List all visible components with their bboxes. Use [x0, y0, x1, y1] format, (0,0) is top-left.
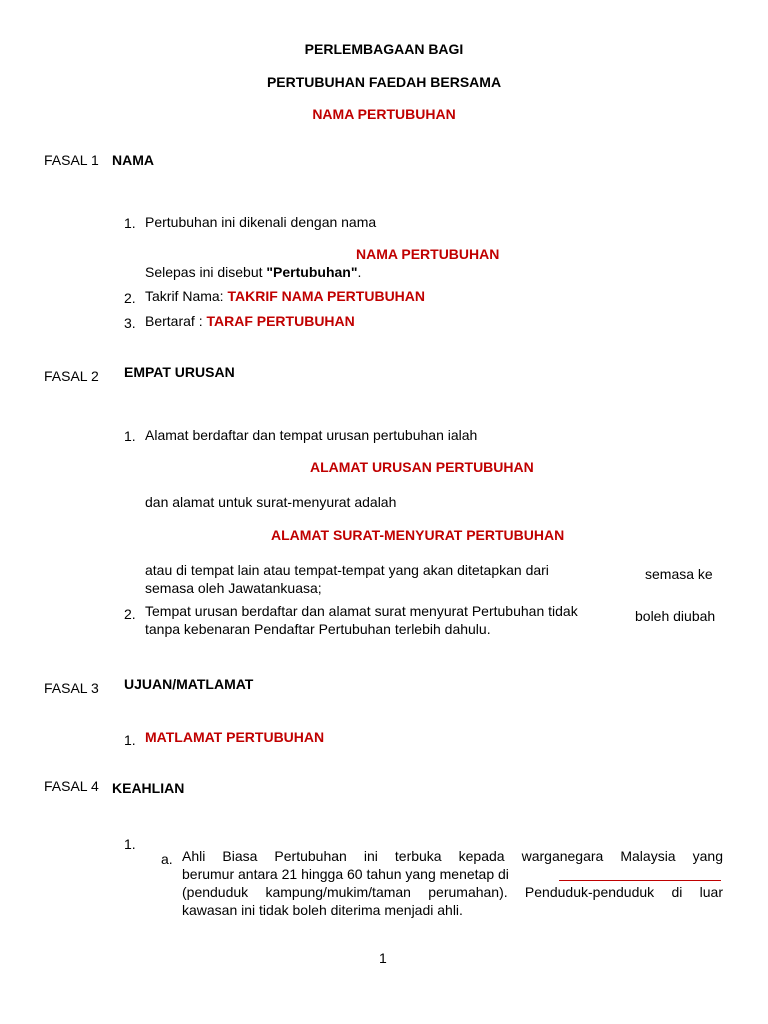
taraf-value: TARAF PERTUBUHAN [206, 313, 355, 329]
fasal-2-para-line-1-end: semasa ke [645, 566, 713, 582]
fasal-2-item-1-number: 1. [124, 428, 136, 444]
fasal-2-item-2-number: 2. [124, 606, 136, 622]
fasal-2-item-1-text: Alamat berdaftar dan tempat urusan pertubuhan ialah [145, 427, 478, 443]
fasal-2-address-2: ALAMAT SURAT-MENYURAT PERTUBUHAN [271, 527, 565, 543]
taraf-label: Bertaraf : [145, 313, 207, 329]
fasal-4-heading: KEAHLIAN [112, 780, 185, 796]
fasal-4-line-1: Ahli Biasa Pertubuhan ini terbuka kepada warganegara Malaysia yang [182, 848, 723, 864]
fasal-1-item-3-number: 3. [124, 315, 136, 331]
fasal-1-label: FASAL 1 [44, 152, 99, 168]
fasal-2-mail-text: dan alamat untuk surat-menyurat adalah [145, 494, 397, 510]
fasal-3-heading: UJUAN/MATLAMAT [124, 676, 254, 692]
fasal-2-para-line-1: atau di tempat lain atau tempat-tempat yang akan ditetapkan dari [145, 562, 549, 578]
title-line-2: PERTUBUHAN FAEDAH BERSAMA [266, 74, 502, 90]
fasal-2-para-line-2: semasa oleh Jawatankuasa; [145, 580, 322, 596]
fasal-4-item-1-number: 1. [124, 836, 136, 852]
fasal-1-item-2-number: 2. [124, 290, 136, 306]
alias-suffix: . [357, 264, 362, 280]
fasal-3-item-1-number: 1. [124, 732, 136, 748]
fasal-4-line-3: (penduduk kampung/mukim/taman perumahan). Penduduk-penduduk di luar [182, 884, 723, 900]
residence-blank-field[interactable] [559, 866, 721, 881]
fasal-1-org-name: NAMA PERTUBUHAN [356, 246, 500, 262]
fasal-4-line-2-text: berumur antara 21 hingga 60 tahun yang menetap di [182, 866, 509, 882]
takrif-label: Takrif Nama: [145, 288, 228, 304]
alias-term: "Pertubuhan" [266, 264, 358, 280]
fasal-2-item-2-line-1-end: boleh diubah [635, 608, 716, 624]
page-number: 1 [379, 950, 387, 966]
fasal-1-heading: NAMA [112, 152, 154, 168]
fasal-1-item-2 [145, 288, 425, 305]
fasal-4-label: FASAL 4 [44, 778, 99, 794]
fasal-1-item-1-number: 1. [124, 215, 136, 231]
fasal-3-goal: MATLAMAT PERTUBUHAN [145, 729, 325, 745]
fasal-2-item-2-line-2: tanpa kebenaran Pendaftar Pertubuhan terlebih dahulu. [145, 621, 491, 637]
fasal-1-item-3 [145, 313, 355, 330]
fasal-2-address-1: ALAMAT URUSAN PERTUBUHAN [310, 459, 534, 475]
fasal-1-alias-line [145, 264, 361, 281]
fasal-4-line-2 [182, 866, 509, 883]
fasal-1-item-1-text: Pertubuhan ini dikenali dengan nama [145, 214, 377, 230]
title-line-3: NAMA PERTUBUHAN [312, 106, 456, 122]
fasal-4-sub-a: a. [161, 851, 173, 867]
takrif-value: TAKRIF NAMA PERTUBUHAN [227, 288, 426, 304]
fasal-4-line-4: kawasan ini tidak boleh diterima menjadi ahli. [182, 902, 463, 918]
fasal-2-label: FASAL 2 [44, 368, 99, 384]
title-line-1: PERLEMBAGAAN BAGI [304, 41, 464, 57]
fasal-2-heading: EMPAT URUSAN [124, 364, 235, 380]
fasal-3-label: FASAL 3 [44, 680, 99, 696]
alias-prefix: Selepas ini disebut [145, 264, 267, 280]
fasal-2-item-2-line-1: Tempat urusan berdaftar dan alamat surat menyurat Pertubuhan tidak [145, 603, 578, 619]
